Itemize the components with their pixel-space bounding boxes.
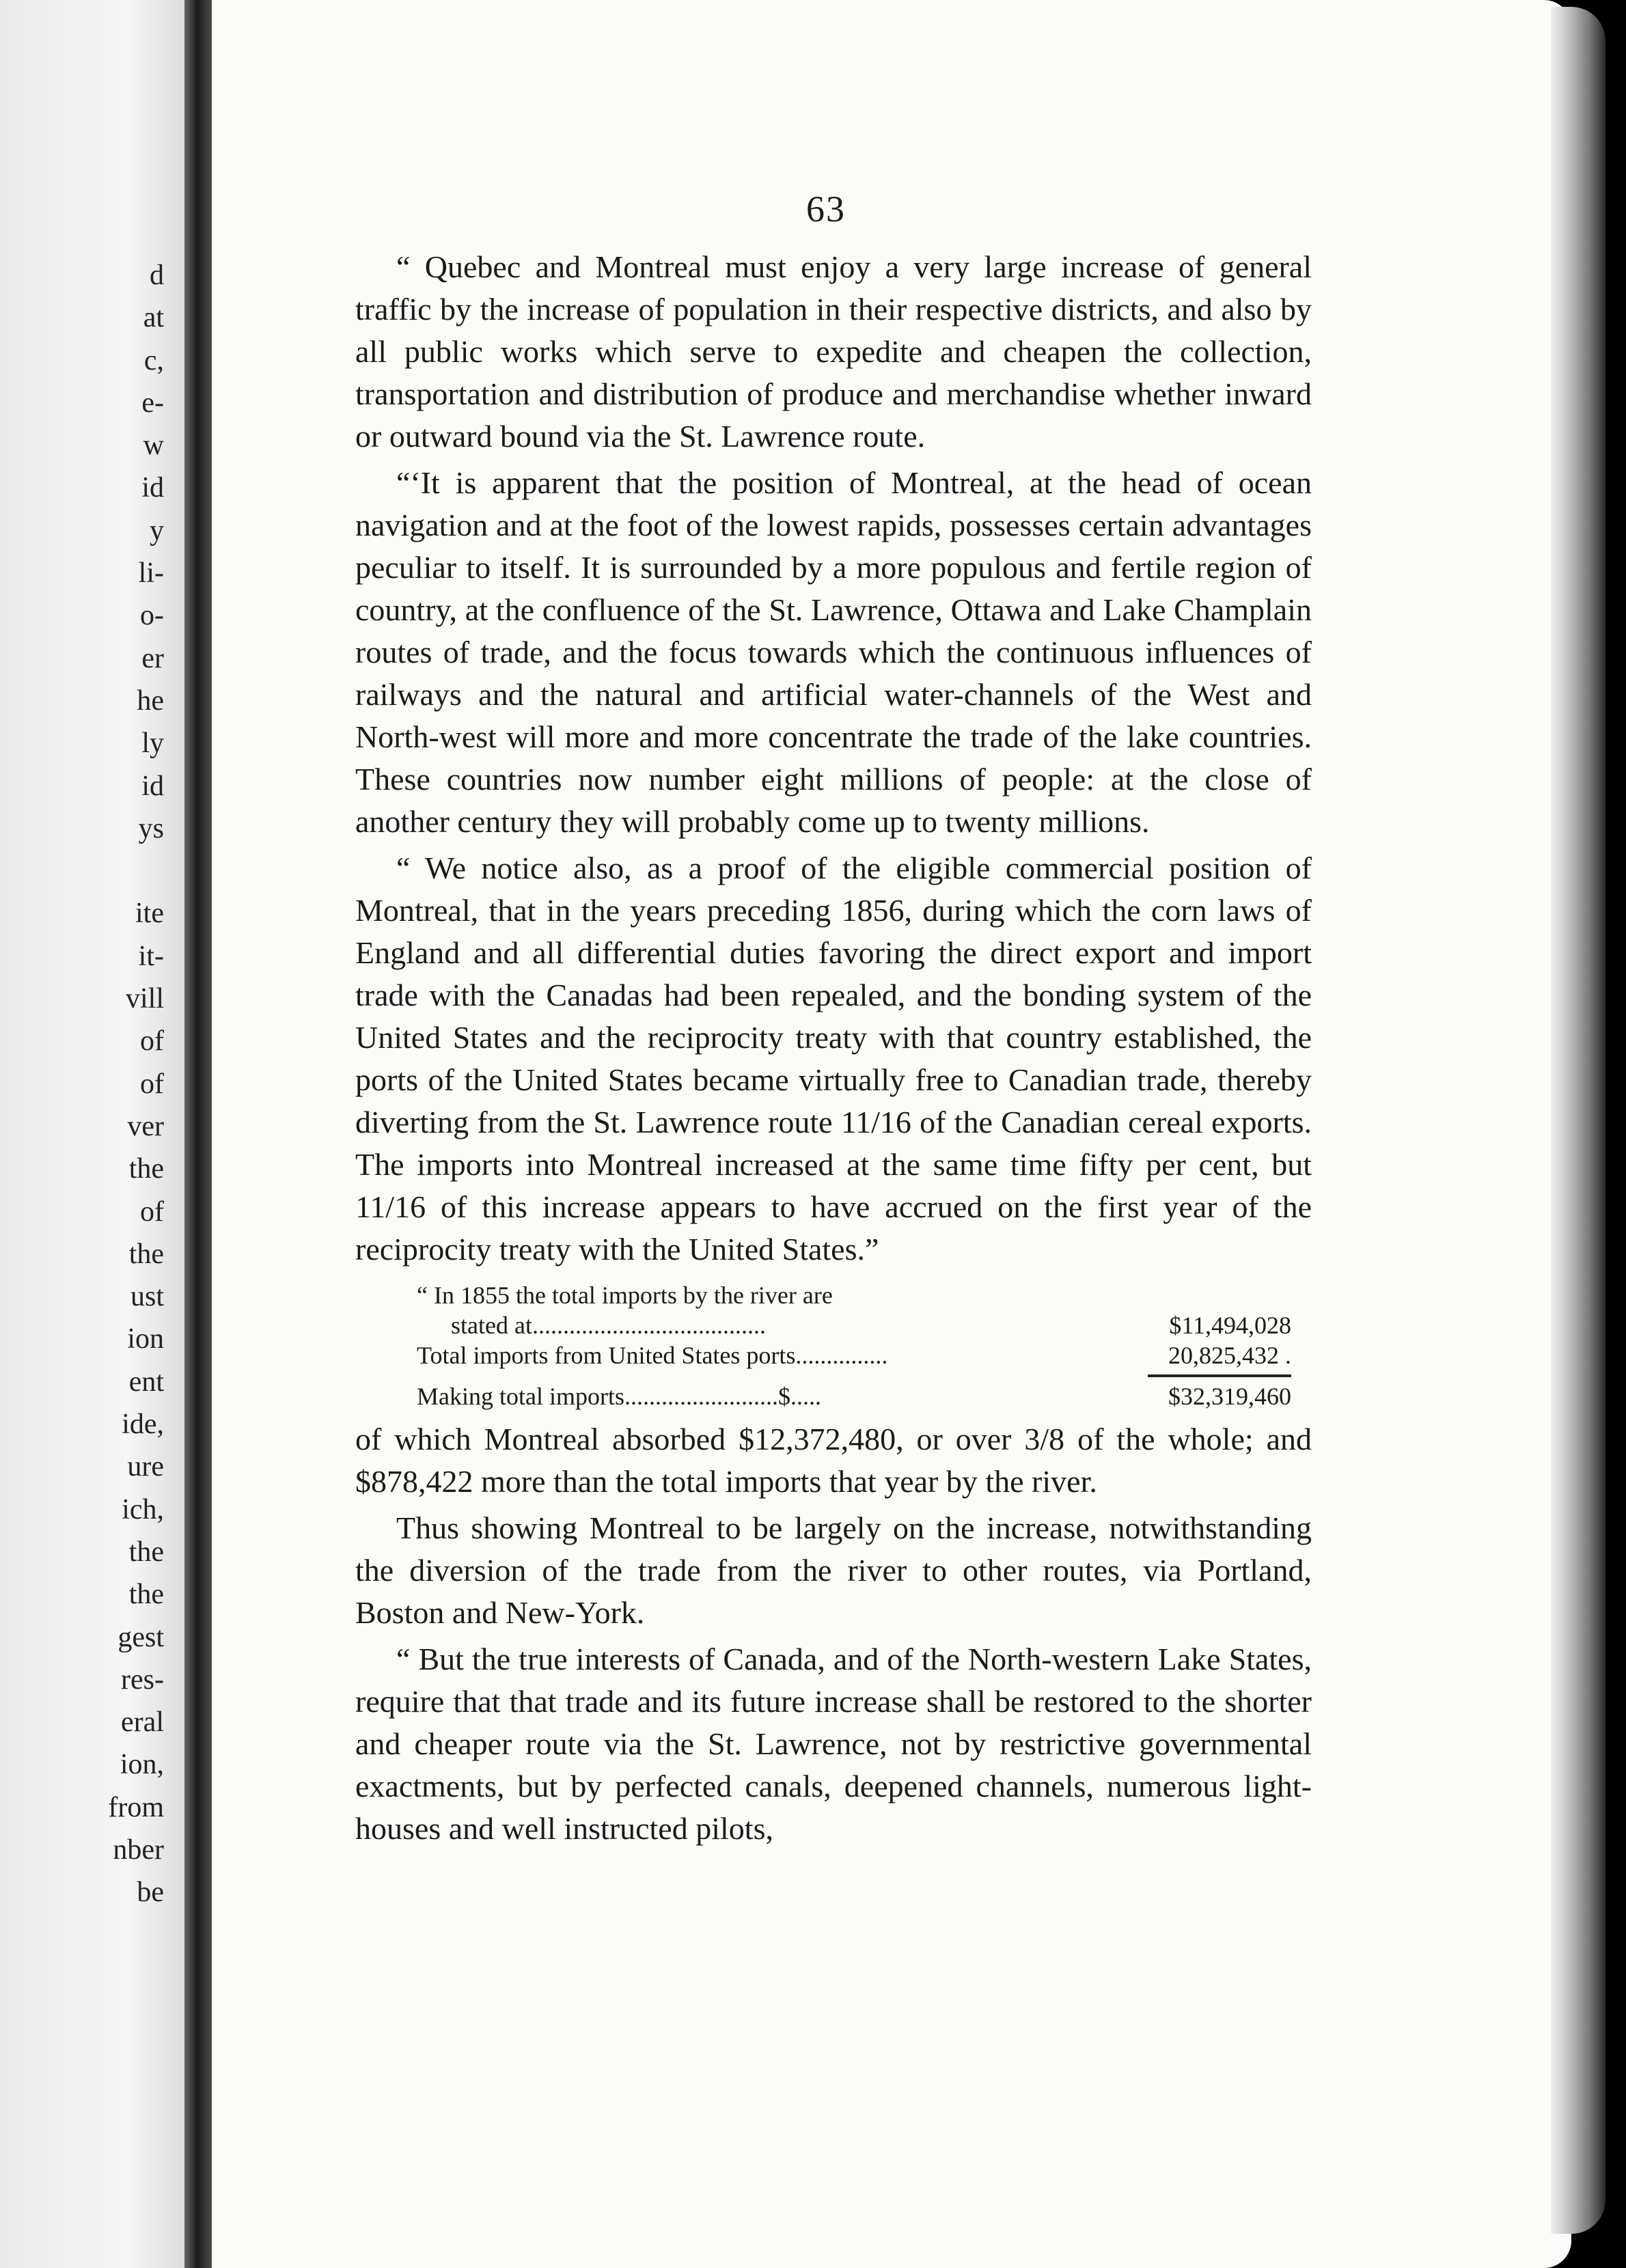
- imports-table: [355, 1280, 1312, 1411]
- text-fragment: the: [128, 1153, 164, 1185]
- text-fragment: ust: [130, 1281, 164, 1313]
- text-fragment: o-: [140, 600, 164, 632]
- text-fragment: of: [140, 1068, 164, 1100]
- text-fragment: ich,: [122, 1493, 164, 1525]
- text-fragment: d: [150, 260, 164, 291]
- page-number: 63: [806, 189, 846, 230]
- imports-row-us-ports: [355, 1340, 1312, 1370]
- paragraph-montreal-absorbed: of which Montreal absorbed $12,372,480, or over 3/8 of the whole; and $878,422 more than the total imports that year by the river.: [355, 1422, 1312, 1499]
- text-fragment: id: [141, 472, 164, 504]
- text-fragment: ver: [127, 1110, 164, 1142]
- text-fragment: ly: [141, 728, 164, 760]
- imports-row-us-ports-label: Total imports from United States ports...............: [417, 1342, 888, 1369]
- imports-row-river-value: $11,494,028: [1169, 1312, 1291, 1339]
- text-fragment: ure: [127, 1451, 164, 1483]
- sum-rule: [1148, 1374, 1291, 1377]
- text-fragment: gest: [118, 1621, 164, 1653]
- text-fragment: eral: [121, 1706, 164, 1739]
- book-spine: [184, 0, 212, 2268]
- text-fragment: he: [137, 684, 164, 717]
- page-body: [355, 246, 1312, 1854]
- text-fragment: vill: [125, 983, 164, 1015]
- text-fragment: the: [128, 1238, 164, 1270]
- text-fragment: from: [108, 1791, 164, 1823]
- paragraph-commercial-position: “ We notice also, as a proof of the eligible commercial position of Montreal, that in the years preceding 1856, during which the corn laws of England and all differential duties favoring the direct export and import trade with the Canadas had been repealed, and the bonding system of the United States and the reciprocity treaty with that country established, the ports of the United States became virtually free to Canadian trade, thereby diverting from the St. Lawrence route 11/16 of the Canadian cereal exports. The imports into Montreal increased at the same time fifty per cent, but 11/16 of this increase appears to have accrued on the first year of the reciprocity treaty with the United States.”: [355, 850, 1312, 1267]
- paragraph-true-interests: “ But the true interests of Canada, and of the North-western Lake States, require that that trade and its future increase shall be restored to the shorter and cheaper route via the St. Lawrence, not by restrictive governmental exactments, but by perfected canals, deepened channels, numerous light-houses and well instructed pilots,: [355, 1642, 1312, 1846]
- previous-page-text-fragments: [82, 254, 164, 1914]
- text-fragment: e-: [141, 387, 164, 419]
- imports-row-total-value: $32,319,460: [1168, 1383, 1291, 1410]
- text-fragment: of: [140, 1195, 164, 1228]
- text-fragment: at: [143, 302, 164, 334]
- previous-page-edge: [0, 0, 184, 2268]
- text-fragment: ion: [127, 1323, 164, 1355]
- text-fragment: it-: [138, 940, 164, 972]
- text-fragment: ide,: [122, 1409, 164, 1441]
- paragraph-position-of-montreal: “‘It is apparent that the position of Montreal, at the head of ocean navigation and at the foot of the lowest rapids, possesses certain advantages peculiar to itself. It is surrounded by a more populous and fertile region of country, at the confluence of the St. Lawrence, Ottawa and Lake Champlain routes of trade, and the focus towards which the continuous influences of railways and the natural and artificial water-channels of the West and North-west will more and more concentrate the trade of the lake countries. These countries now number eight millions of people: at the close of another century they will probably come up to twenty millions.: [355, 465, 1312, 839]
- text-fragment: ent: [128, 1366, 164, 1398]
- text-fragment: ite: [135, 898, 164, 930]
- text-fragment: ion,: [120, 1749, 164, 1781]
- page-stack-edge: [1551, 7, 1606, 2234]
- fragment-gap: [82, 850, 164, 892]
- text-fragment: c,: [143, 344, 164, 376]
- text-fragment: res-: [121, 1663, 164, 1696]
- imports-row-total-label: Making total imports.........................$.....: [417, 1383, 821, 1410]
- imports-row-river: [355, 1280, 1312, 1310]
- text-fragment: nber: [113, 1834, 164, 1866]
- paragraph-quebec-montreal: “ Quebec and Montreal must enjoy a very large increase of general traffic by the increase of population in their respective districts, and also by all public works which serve to expedite and cheapen the collection, transportation and distribution of produce and merchandise whether inward or outward bound via the St. Lawrence route.: [355, 249, 1312, 454]
- text-fragment: y: [150, 514, 164, 547]
- text-fragment: li-: [138, 557, 164, 590]
- text-fragment: the: [128, 1536, 164, 1568]
- text-fragment: the: [128, 1579, 164, 1611]
- paragraph-largely-on-increase: Thus showing Montreal to be largely on the increase, notwithstanding the diversion of the trade from the river to other routes, via Portland, Boston and New-York.: [355, 1510, 1312, 1630]
- text-fragment: er: [141, 642, 164, 674]
- imports-row-river-cont: [355, 1310, 1312, 1340]
- text-fragment: id: [141, 770, 164, 802]
- text-fragment: w: [143, 430, 164, 462]
- imports-row-us-ports-value: 20,825,432 .: [1168, 1342, 1291, 1369]
- imports-row-river-label-cont: stated at......................................: [451, 1312, 766, 1339]
- text-fragment: ys: [138, 812, 164, 844]
- imports-row-total: [355, 1381, 1312, 1411]
- text-fragment: of: [140, 1025, 164, 1057]
- imports-row-river-label: “ In 1855 the total imports by the river are: [417, 1282, 833, 1309]
- text-fragment: be: [137, 1877, 164, 1909]
